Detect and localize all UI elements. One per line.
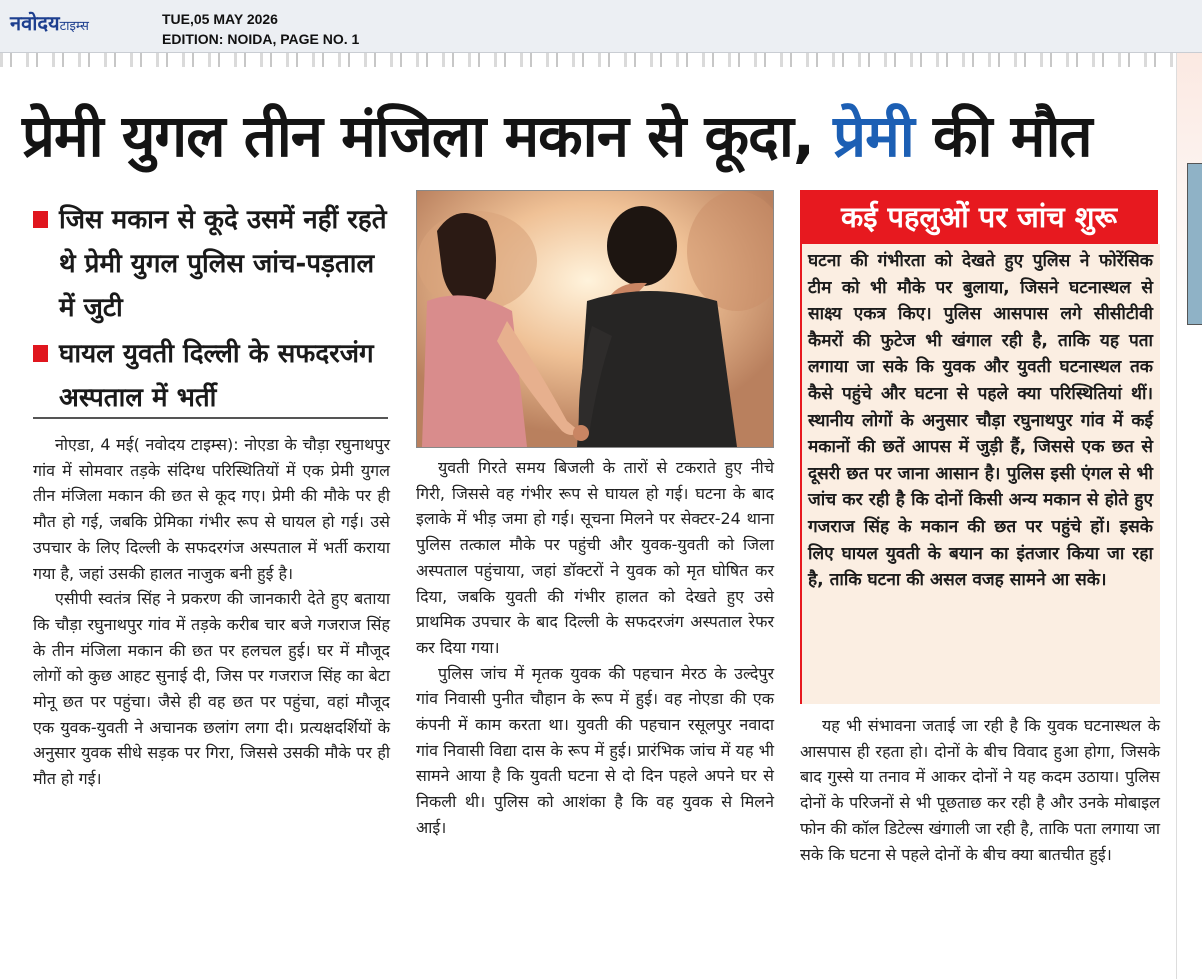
subheadline-bullet — [33, 198, 393, 330]
divider-rule — [33, 417, 388, 419]
subheadline-bullet — [33, 332, 393, 420]
paragraph: यह भी संभावना जताई जा रही है कि युवक घटनास्थल के आसपास ही रहता हो। दोनों के बीच विवाद हुआ होगा, जिसके बाद गुस्से या तनाव में आकर दोनों ने यह कदम उठाया। पुलिस दोनों के परिजनों से भी पूछताछ कर रही है और उनके मोबाइल फोन की कॉल डिटेल्स खंगाली जा रही है, ताकि पता लगाया जा सके कि घटना से पहले दोनों के बीच क्या बातचीत हुई। — [800, 716, 1160, 864]
paragraph: युवती गिरते समय बिजली के तारों से टकराते हुए नीचे गिरी, जिससे वह गंभीर रूप से घायल हो गई। घटना के बाद इलाके में भीड़ जमा हो गई। सूचना मिलने पर सेक्टर-24 थाना पुलिस तत्काल मौके पर पहुंची और युवक-युवती को जिला अस्पताल पहुंचाया, जहां डॉक्टरों ने युवक को मृत घोषित कर दिया, जबकि युवती की गंभीर हालत को देखते हुए उसे प्राथमिक उपचार के बाद दिल्ली के सफदरजंग अस्पताल रेफर कर दिया गया। — [416, 458, 774, 657]
sidebar-box-title: कई पहलुओं पर जांच शुरू — [800, 190, 1158, 244]
couple-photo — [416, 190, 774, 448]
masthead-bar — [0, 0, 1202, 53]
newspaper-logo[interactable] — [10, 9, 89, 36]
edition-page: EDITION: NOIDA, PAGE NO. 1 — [162, 31, 360, 47]
sidebar-box-text: घटना की गंभीरता को देखते हुए पुलिस ने फोरेंसिक टीम को भी मौके पर बुलाया, जिसने घटनास्थल से साक्ष्य एकत्र किए। पुलिस आसपास लगे सीसीटीवी कैमरों की फुटेज भी खंगाल रही है, ताकि यह पता लगाया जा सके कि युवक और युवती घटनास्थल तक कैसे पहुंचे और घटना से पहले क्या परिस्थितियां थीं। स्थानीय लोगों के अनुसार चौड़ा रघुनाथपुर गांव में कई मकानों की छतें आपस में जुड़ी हैं, जिससे एक छत से दूसरी छत पर जाना आसान है। पुलिस इसी एंगल से भी जांच कर रही है कि दोनों किसी अन्य मकान से होते हुए गजराज सिंह के मकान की छत पर पहुंचे हों। इसके लिए घायल युवती के बयान का इंतजार किया जा रहा है, ताकि घटना की असल वजह सामने आ सके। — [808, 251, 1153, 591]
issue-date: TUE,05 MAY 2026 — [162, 11, 278, 27]
couple-silhouette-illustration — [417, 191, 773, 447]
article-column-2 — [416, 455, 774, 841]
bullet-text: घायल युवती दिल्ली के सफदरजंग अस्पताल में भर्ती — [59, 339, 374, 413]
paragraph: नोएडा, 4 मई( नवोदय टाइम्स): नोएडा के चौड़ा रघुनाथपुर गांव में सोमवार तड़के संदिग्ध परिस्थितियों में एक प्रेमी युगल तीन मंजिला मकान की छत से कूद गए। प्रेमी की मौके पर ही मौत हो गई, जबकि प्रेमिका गंभीर रूप से घायल हो गई। उसे उपचार के लिए दिल्ली के सफदरगंज अस्पताल में भर्ती कराया गया है, जहां उसकी हालत नाजुक बनी हुई है। — [33, 435, 390, 583]
headline-highlight: प्रेमी — [833, 102, 914, 170]
logo-main: नवोदय — [10, 11, 60, 35]
subheadline-bullets — [33, 198, 393, 422]
adjacent-photo-thumbnail — [1187, 163, 1202, 325]
edition-info — [162, 9, 359, 49]
bullet-text: जिस मकान से कूदे उसमें नहीं रहते थे प्रेमी युगल पुलिस जांच-पड़ताल में जुटी — [59, 205, 387, 323]
cropped-next-headline-edge — [0, 958, 1175, 979]
headline-part-1: प्रेमी युगल तीन मंजिला मकान से कूदा, — [22, 102, 834, 170]
adjacent-article-edge — [1176, 53, 1202, 979]
article-headline — [22, 92, 1172, 180]
article-column-3 — [800, 713, 1160, 867]
red-square-bullet-icon — [33, 211, 48, 228]
headline-part-2: की मौत — [913, 102, 1092, 170]
article-column-1 — [33, 432, 390, 792]
paragraph: एसीपी स्वतंत्र सिंह ने प्रकरण की जानकारी देते हुए बताया कि चौड़ा रघुनाथपुर गांव में तड़के करीब चार बजे गजराज सिंह के तीन मंजिला मकान की छत पर हलचल हुई। घर में मौजूद लोगों को कुछ आहट सुनाई दी, जिस पर गजराज सिंह का बेटा मोनू छत पर पहुंचा। जैसे ही वह छत पर पहुंचा, वहां मौजूद एक युवक-युवती ने अचानक छलांग लगा दी। प्रत्यक्षदर्शियों के अनुसार युवक सीधे सड़क पर गिरा, जिससे उसकी मौके पर ही मौत हो गई। — [33, 589, 390, 789]
red-square-bullet-icon — [33, 345, 48, 362]
cropped-previous-article-strip — [0, 53, 1175, 67]
paragraph: पुलिस जांच में मृतक युवक की पहचान मेरठ के उल्देपुर गांव निवासी पुनीत चौहान के रूप में हुई। वह नोएडा की एक कंपनी में काम करता था। युवती की पहचान रसूलपुर नवादा गांव निवासी विद्या दास के रूप में हुई। प्रारंभिक जांच में यह भी सामने आया है कि युवती घटना से दो दिन पहले अपने घर से निकली थी। पुलिस को आशंका है कि वह युवक से मिलने आई। — [416, 663, 774, 837]
logo-sub: टाइम्स — [59, 19, 89, 34]
